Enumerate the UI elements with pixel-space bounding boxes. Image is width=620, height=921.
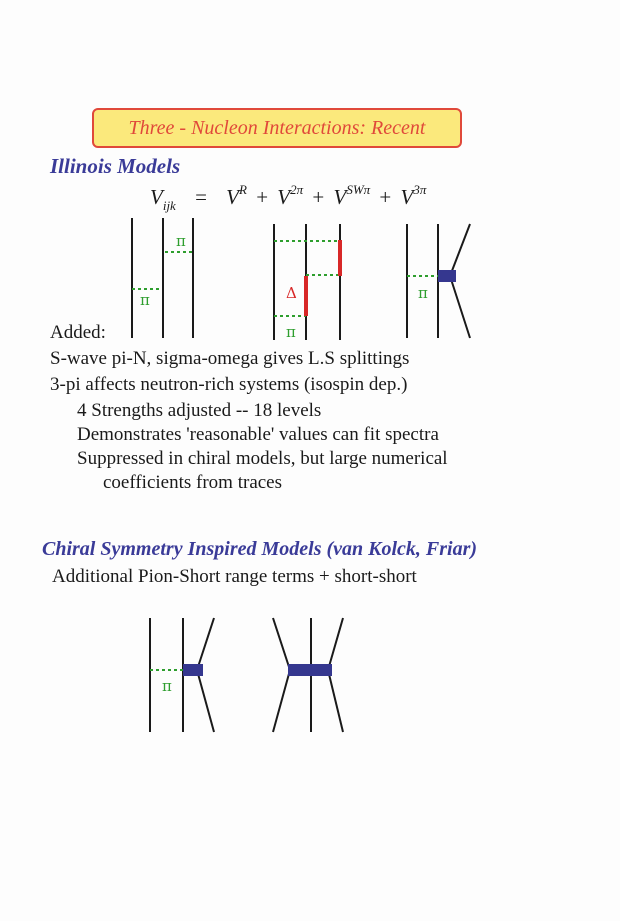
- text-line: coefficients from traces: [103, 472, 283, 493]
- diagram-delta: [274, 224, 340, 340]
- formula-t1-sup: R: [239, 182, 247, 197]
- diagram-pion-short: [150, 618, 214, 732]
- added-label: Added:: [50, 322, 106, 343]
- pion-label: π: [418, 284, 428, 302]
- delta-label: Δ: [286, 284, 297, 302]
- nucleon-line: [328, 618, 343, 670]
- title-text: Three - Nucleon Interactions: Recent: [128, 116, 426, 139]
- diagram-short-range: [407, 224, 470, 338]
- chiral-line: Additional Pion-Short range terms + short-short: [52, 566, 417, 587]
- nucleon-line: [197, 670, 214, 732]
- nucleon-line: [328, 670, 343, 732]
- nucleon-line: [273, 670, 290, 732]
- pion-label: π: [286, 323, 296, 341]
- text-line: 3-pi affects neutron-rich systems (isospin dep.): [50, 374, 408, 395]
- formula-plus: +: [312, 185, 325, 209]
- formula-v: V: [150, 185, 163, 209]
- short-range-vertex: [183, 664, 203, 676]
- pion-label: π: [176, 232, 186, 250]
- illinois-heading: Illinois Models: [50, 154, 181, 178]
- formula-t2: V: [277, 185, 291, 209]
- text-line: Demonstrates 'reasonable' values can fit spectra: [77, 424, 439, 445]
- formula-v-sub: ijk: [162, 198, 176, 213]
- nucleon-line: [273, 618, 290, 670]
- formula-eq: =: [195, 185, 207, 209]
- formula-plus: +: [379, 185, 392, 209]
- text-line: 4 Strengths adjusted -- 18 levels: [77, 400, 322, 421]
- formula-t4: V: [400, 185, 414, 209]
- text-line: Suppressed in chiral models, but large numerical: [77, 448, 448, 469]
- nucleon-line: [450, 276, 470, 338]
- short-range-vertex: [438, 270, 456, 282]
- formula-t3: V: [333, 185, 347, 209]
- nucleon-line: [197, 618, 214, 670]
- pion-label: π: [162, 677, 172, 695]
- diagram-short-short: [273, 618, 343, 732]
- formula-t1: V: [226, 185, 239, 209]
- formula-t2-sup: 2π: [290, 182, 304, 197]
- text-line: S-wave pi-N, sigma-omega gives L.S splittings: [50, 348, 410, 369]
- formula-t4-sup: 3π: [413, 182, 427, 197]
- nucleon-line: [450, 224, 470, 276]
- chiral-heading: Chiral Symmetry Inspired Models (van Kolck, Friar): [42, 538, 478, 560]
- pion-label: π: [140, 291, 150, 309]
- formula-plus: +: [256, 185, 269, 209]
- formula-t3-sup: SWπ: [346, 182, 371, 197]
- short-range-vertex: [288, 664, 332, 676]
